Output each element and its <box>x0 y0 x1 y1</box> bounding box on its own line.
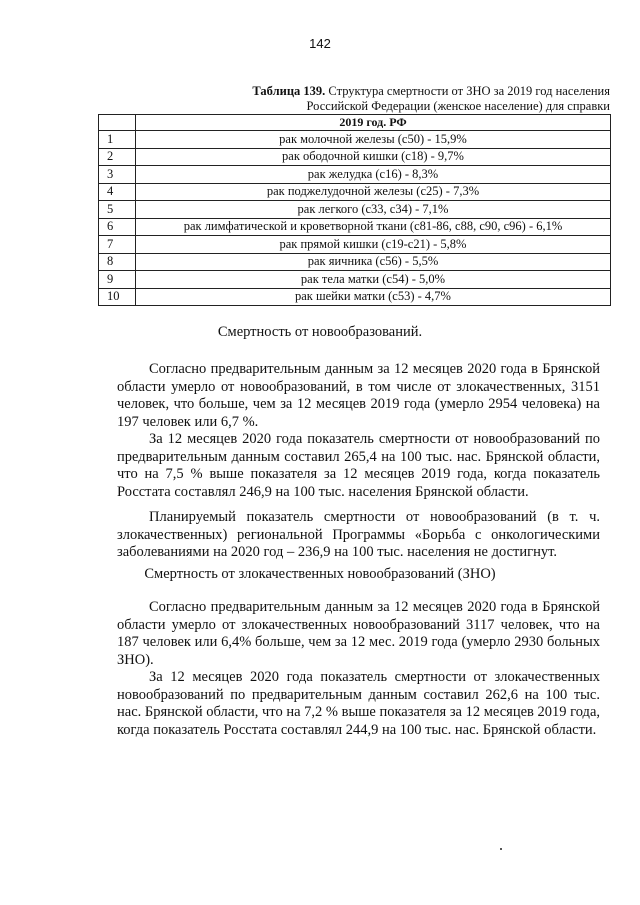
row-number: 10 <box>99 288 136 306</box>
section2-paragraph-1: Согласно предварительным данным за 12 месяцев 2020 года в Брянской области умерло от злокачественных новообразований 3117 человек, что на 187 человек или 6,4% больше, чем за 12 мес. 2019 года (умерло 2930 больных ЗНО). <box>117 599 600 668</box>
row-cause: рак желудка (с16) - 8,3% <box>136 166 611 184</box>
row-cause: рак прямой кишки (с19-с21) - 5,8% <box>136 236 611 254</box>
row-number: 5 <box>99 201 136 219</box>
table-row <box>99 148 611 166</box>
table-caption-line1: Структура смертности от ЗНО за 2019 год населения <box>328 84 610 98</box>
cancer-mortality-table <box>98 114 611 306</box>
scan-speck <box>500 848 502 850</box>
section1-body <box>117 361 600 562</box>
table-row <box>99 271 611 289</box>
row-cause: рак поджелудочной железы (с25) - 7,3% <box>136 183 611 201</box>
section2-body <box>117 599 600 739</box>
table-row <box>99 131 611 149</box>
row-number: 4 <box>99 183 136 201</box>
table-body <box>99 131 611 306</box>
table-row <box>99 288 611 306</box>
table-caption-line2: Российской Федерации (женское население) для справки <box>306 99 610 113</box>
row-number: 3 <box>99 166 136 184</box>
row-number: 2 <box>99 148 136 166</box>
table-row <box>99 253 611 271</box>
row-number: 6 <box>99 218 136 236</box>
row-number: 9 <box>99 271 136 289</box>
section1-paragraph-3: Планируемый показатель смертности от новообразований (в т. ч. злокачественных) региональной Программы «Борьба с онкологическими заболеваниями на 2020 год – 236,9 на 100 тыс. населения не достигнут. <box>117 509 600 560</box>
row-cause: рак ободочной кишки (с18) - 9,7% <box>136 148 611 166</box>
section1-paragraph-1: Согласно предварительным данным за 12 месяцев 2020 года в Брянской области умерло от новообразований, в том числе от злокачественных, 3151 человек, что больше, чем за 12 месяцев 2019 года (умерло 2954 человека) на 197 человек или 6,7 %. <box>117 361 600 430</box>
table-row <box>99 183 611 201</box>
row-cause: рак молочной железы (с50) - 15,9% <box>136 131 611 149</box>
row-number: 7 <box>99 236 136 254</box>
section-heading-malignant-mortality: Смертность от злокачественных новообразований (ЗНО) <box>144 566 496 582</box>
page-number: 142 <box>309 36 331 51</box>
section2-paragraph-2: За 12 месяцев 2020 года показатель смертности от злокачественных новообразований по предварительным данным составил 262,6 на 100 тыс. нас. Брянской области, что на 7,2 % выше показателя за 12 месяцев 2019 года, когда показатель Росстата составлял 244,9 на 100 тыс. нас. Брянской области. <box>117 669 600 738</box>
row-cause: рак шейки матки (с53) - 4,7% <box>136 288 611 306</box>
row-cause: рак яичника (с56) - 5,5% <box>136 253 611 271</box>
row-cause: рак тела матки (с54) - 5,0% <box>136 271 611 289</box>
table-row <box>99 236 611 254</box>
section1-paragraph-2: За 12 месяцев 2020 года показатель смертности от новообразований по предварительным данным составил 265,4 на 100 тыс. нас. Брянской области, что на 7,5 % выше показателя за 12 месяцев 2019 года, когда показатель Росстата составлял 246,9 на 100 тыс. населения Брянской области. <box>117 431 600 500</box>
table-header-empty <box>99 115 136 131</box>
row-number: 1 <box>99 131 136 149</box>
table-caption-label: Таблица 139. <box>252 84 326 98</box>
table-row <box>99 218 611 236</box>
table-header-row <box>99 115 611 131</box>
table-row <box>99 166 611 184</box>
row-cause: рак лимфатической и кроветворной ткани (с81-86, с88, с90, с96) - 6,1% <box>136 218 611 236</box>
table-caption <box>190 84 610 114</box>
row-number: 8 <box>99 253 136 271</box>
table-row <box>99 201 611 219</box>
table-header-year: 2019 год. РФ <box>136 115 611 131</box>
row-cause: рак легкого (с33, с34) - 7,1% <box>136 201 611 219</box>
section-heading-neoplasm-mortality: Смертность от новообразований. <box>217 324 423 340</box>
